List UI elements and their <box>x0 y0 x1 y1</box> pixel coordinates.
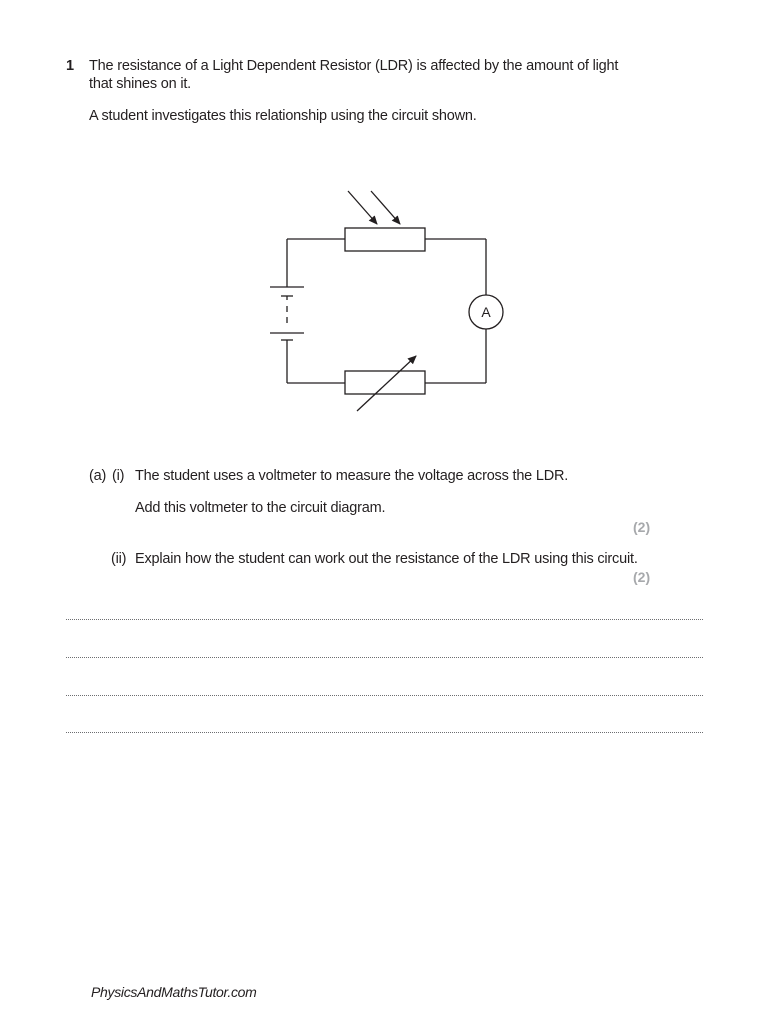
part-a-i-marks: (2) <box>633 519 651 535</box>
answer-line-4[interactable] <box>66 732 703 733</box>
question-intro-line-3: A student investigates this relationship using the circuit shown. <box>89 108 477 124</box>
question-intro-line-1: The resistance of a Light Dependent Resistor (LDR) is affected by the amount of light <box>89 58 619 74</box>
light-arrow-2 <box>371 191 400 224</box>
answer-line-3[interactable] <box>66 695 703 696</box>
variable-resistor <box>345 371 425 394</box>
battery-cells <box>270 287 304 340</box>
part-a-ii-marks: (2) <box>633 569 651 585</box>
question-number: 1 <box>66 58 75 74</box>
footer-site-name: PhysicsAndMathsTutor.com <box>91 984 257 1000</box>
answer-line-2[interactable] <box>66 657 703 658</box>
answer-line-1[interactable] <box>66 619 703 620</box>
ammeter-label: A <box>481 304 491 320</box>
question-intro-line-2: that shines on it. <box>89 76 191 92</box>
part-a-i-text-1: The student uses a voltmeter to measure the voltage across the LDR. <box>135 468 569 484</box>
ldr-resistor <box>345 228 425 251</box>
part-a-ii-text: Explain how the student can work out the resistance of the LDR using this circuit. <box>135 551 638 567</box>
circuit-diagram <box>0 0 768 440</box>
part-a-i-text-2: Add this voltmeter to the circuit diagram. <box>135 500 386 516</box>
part-a-label: (a) <box>89 468 107 484</box>
part-ii-label: (ii) <box>111 551 127 567</box>
light-arrow-1 <box>348 191 377 224</box>
part-i-label: (i) <box>112 468 125 484</box>
